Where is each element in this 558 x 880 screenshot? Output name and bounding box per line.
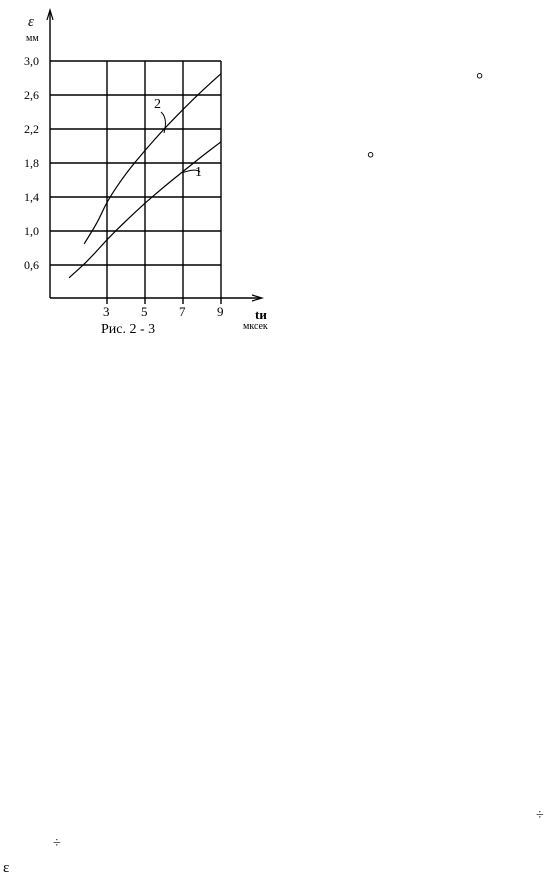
y-axis-unit: мм xyxy=(26,33,39,44)
series-line-2 xyxy=(84,74,221,244)
x-tick-label-2: 7 xyxy=(179,304,186,319)
x-tick-label-0: 3 xyxy=(103,304,110,319)
axes xyxy=(47,10,262,301)
circle-mark-1: ° xyxy=(476,69,484,89)
division-sign-1: ÷ xyxy=(536,808,544,823)
figure-caption: Рис. 2 - 3 xyxy=(101,322,156,337)
x-axis-unit: мксек xyxy=(243,321,268,332)
division-sign-2: ÷ xyxy=(53,836,61,851)
y-tick-label-3: 1,8 xyxy=(24,156,39,170)
y-tick-label-6: 3,0 xyxy=(24,54,39,68)
series-label-2: 2 xyxy=(154,97,161,112)
x-tick-label-1: 5 xyxy=(141,304,148,319)
y-tick-label-5: 2,6 xyxy=(24,88,39,102)
y-axis-label: ε xyxy=(28,14,34,30)
y-tick-label-4: 2,2 xyxy=(24,122,39,136)
x-axis-label: tи xyxy=(255,307,267,322)
tick-labels xyxy=(24,54,224,319)
x-tick-label-3: 9 xyxy=(217,304,224,319)
epsilon-mark: ε xyxy=(3,860,10,876)
circle-mark-2: ° xyxy=(367,148,375,168)
y-tick-label-0: 0,6 xyxy=(24,258,39,272)
y-tick-label-2: 1,4 xyxy=(24,190,39,204)
series-label-1: 1 xyxy=(195,165,202,180)
y-tick-label-1: 1,0 xyxy=(24,224,39,238)
